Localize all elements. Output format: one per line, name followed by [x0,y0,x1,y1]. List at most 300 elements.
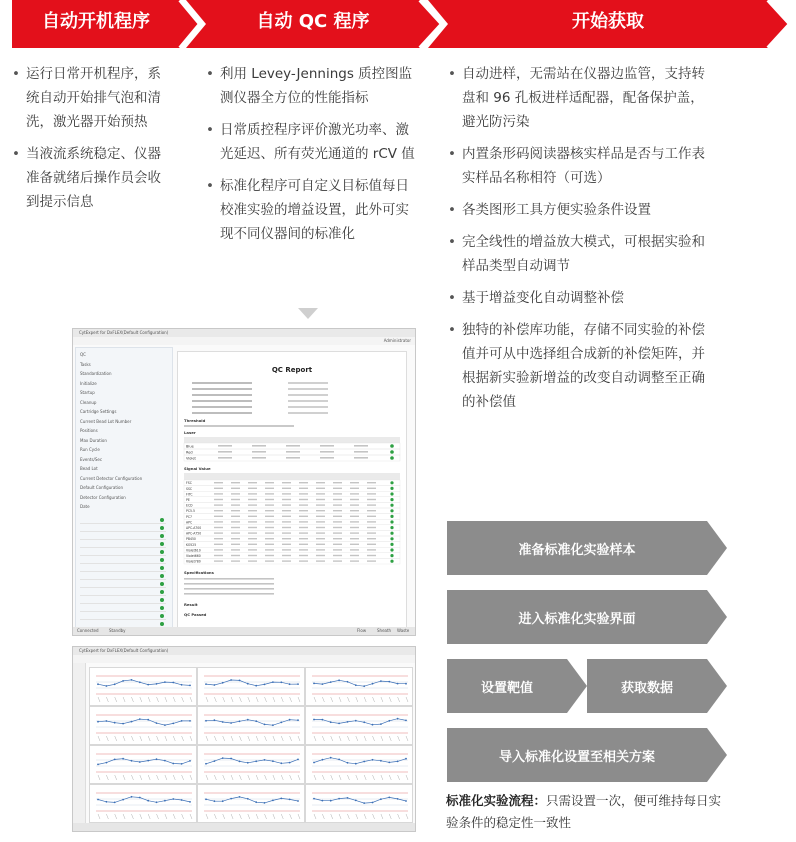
table-cell-value [231,560,240,561]
left-panel-label: Default Configuration [80,485,124,490]
report-tables [178,352,406,627]
lj-series-line [98,680,190,686]
lj-tick [131,736,133,741]
pass-check-icon [390,520,393,523]
lj-series-line [314,680,406,686]
levey-jennings-screenshot [72,646,416,832]
lj-tick [165,736,167,741]
lj-point [222,721,224,723]
lj-point [97,683,99,685]
table-cell-value [282,521,291,522]
lj-point [106,720,108,722]
lj-tick [298,697,300,702]
lj-point [189,720,191,722]
lj-series-line [206,720,298,726]
lj-point [97,799,99,801]
table-cell-value [286,451,300,453]
lj-point [214,760,216,762]
table-cell: PC7 [186,514,192,519]
report-info-line [184,578,274,580]
lj-point [222,800,224,802]
table-cell-value [248,499,257,500]
table-cell-value [248,544,257,545]
table-cell-value [248,488,257,489]
lj-tick [248,775,250,780]
list-item: • 自动进样，无需站在仪器边监管，支持转盘和 96 孔板进样适配器，配备保护盖，避光防污染 [448,62,712,134]
lj-point [139,761,141,763]
lj-point [122,723,124,725]
lj-chart [90,785,196,822]
lj-tick [398,697,400,702]
lj-tick [173,814,175,819]
pass-check-icon [390,537,393,540]
table-cell: Violet [186,456,196,461]
lj-tick [314,775,316,780]
lj-tick [98,736,100,741]
table-cell-value [350,549,359,550]
lj-point [397,683,399,685]
table-cell-value [350,527,359,528]
table-cell-value [299,510,308,511]
process-list-row[interactable] [80,606,166,612]
lj-point [322,683,324,685]
lj-point [363,761,365,763]
lj-tick [381,697,383,702]
table-cell: Violet780 [186,559,201,564]
pass-check-icon [390,509,393,512]
lj-tick [356,814,358,819]
table-cell: APC [186,520,193,525]
table-cell-value [354,451,368,453]
status-item: Flow [357,628,367,633]
pass-check-icon [160,590,164,594]
list-item: • 日常质控程序评价激光功率、激光延迟、所有荧光通道的 rCV 值 [206,118,418,166]
lj-tick [298,775,300,780]
table-cell-value [231,532,240,533]
lj-tick [256,814,258,819]
table-cell-value [282,544,291,545]
table-cell-value [248,510,257,511]
list-item: • 内置条形码阅读器核实样品是否与工作表实样品名称相符（可选） [448,142,712,190]
lj-point [289,799,291,801]
lj-tick [256,736,258,741]
lj-point [330,800,332,802]
lj-point [380,798,382,800]
table-cell-value [252,457,266,459]
table-cell-value [282,527,291,528]
lj-tick [298,814,300,819]
lj-point [114,683,116,685]
report-info-line [288,406,328,408]
list-item: • 标准化程序可自定义目标值每日校准实验的增益设置，此外可实现不同仪器间的标准化 [206,174,418,246]
lj-tick [331,697,333,702]
table-cell-value [316,538,325,539]
lj-tick [190,814,192,819]
table-cell-value [333,510,342,511]
lj-point [280,722,282,724]
lj-tick [281,697,283,702]
pass-check-icon [160,622,164,626]
lj-point [164,760,166,762]
lj-series-line [98,759,190,765]
lj-series-line [206,758,298,764]
lj-tick [182,697,184,702]
lj-tick [290,736,292,741]
process-list-row[interactable] [80,614,166,620]
lj-point [280,798,282,800]
table-cell-value [282,516,291,517]
lj-point [156,758,158,760]
pass-check-icon [390,560,393,563]
lj-point [330,721,332,723]
lj-tick [106,775,108,780]
lj-point [147,760,149,762]
lj-tick [173,775,175,780]
lj-point [313,798,315,800]
lj-point [214,800,216,802]
table-cell-value [214,521,223,522]
report-info-line [184,425,294,427]
list-item: • 利用 Levey-Jennings 质控图监测仪器全方位的性能指标 [206,62,418,110]
section-heading: Specifications [184,570,214,575]
report-info-line [192,406,252,408]
lj-point [388,797,390,799]
pass-check-icon [390,498,393,501]
lj-point [247,762,249,764]
pass-check-icon [160,534,164,538]
table-cell-value [350,516,359,517]
pass-check-icon [160,550,164,554]
pass-check-icon [390,444,394,448]
process-list-row[interactable] [80,558,166,564]
table-cell-value [248,527,257,528]
lj-chart-cell [305,745,413,784]
section-heading: Signal Value [184,466,211,471]
lj-point [189,760,191,762]
table-cell: KO525 [186,542,197,547]
table-cell-value [214,538,223,539]
flow-down-arrow-icon [707,590,727,644]
process-list-row[interactable] [80,518,166,524]
section-heading: QC Passed [184,612,207,617]
table-cell-value [350,499,359,500]
pass-check-icon [160,606,164,610]
table-cell-value [316,544,325,545]
lj-tick [290,814,292,819]
table-cell-value [214,499,223,500]
list-item: • 基于增益变化自动调整补偿 [448,286,712,310]
lj-tick [381,736,383,741]
report-info-line [184,583,274,585]
table-cell-value [282,504,291,505]
lj-point [164,800,166,802]
left-panel-label: Current Bead Lot Number [80,418,132,424]
table-cell-value [265,499,274,500]
table-cell-value [333,521,342,522]
table-cell-value [299,482,308,483]
lj-tick [331,814,333,819]
process-list-row[interactable] [80,598,166,604]
lj-tick [248,736,250,741]
lj-point [355,800,357,802]
lj-point [397,761,399,763]
lj-tick [148,697,150,702]
report-info-line [184,593,274,595]
lj-tick [223,697,225,702]
lj-point [313,762,315,764]
table-cell-value [214,488,223,489]
table-cell-value [265,510,274,511]
table-cell-value [218,457,232,459]
window-title: CytExpert for DxFLEX(Default Configuration) [79,330,169,335]
lj-tick [356,775,358,780]
table-cell-value [333,527,342,528]
list-item: • 当液流系统稳定、仪器准备就绪后操作员会收到提示信息 [12,142,170,214]
table-cell-value [282,499,291,500]
table-cell-value [299,493,308,494]
lj-chart [306,746,412,783]
lj-chart [198,707,304,744]
table-cell-value [299,555,308,556]
table-cell-value [350,532,359,533]
table-cell-value [316,549,325,550]
lj-tick [389,814,391,819]
lj-point [172,682,174,684]
table-cell-value [299,504,308,505]
table-cell-value [231,499,240,500]
qc-report-screenshot [72,328,416,636]
lj-point [280,681,282,683]
table-cell-value [333,499,342,500]
lj-point [355,684,357,686]
lj-tick [206,697,208,702]
process-list-row[interactable] [80,542,166,548]
lj-point [122,799,124,801]
lj-point [405,720,407,722]
table-cell-value [282,555,291,556]
lj-point [255,720,257,722]
lj-point [114,802,116,804]
list-item: • 运行日常开机程序，系统自动开始排气泡和清洗，激光器开始预热 [12,62,170,134]
lj-point [397,798,399,800]
lj-point [297,759,299,761]
table-cell-value [299,521,308,522]
menu-bar [73,655,415,663]
qc-report-page [177,351,407,628]
lj-tick [173,697,175,702]
table-cell-value [299,488,308,489]
lj-tick [239,814,241,819]
list-item: • 独特的补偿库功能，存储不同实验的补偿值并可从中选择组合成新的补偿矩阵，并根据新实验新增益的改变自动调整至正确的补偿值 [448,318,712,414]
table-cell-value [367,527,376,528]
table-cell-value [354,445,368,447]
pass-check-icon [160,566,164,570]
table-cell-value [231,544,240,545]
lj-tick [398,775,400,780]
lj-point [147,684,149,686]
window-title: CytExpert for DxFLEX(Default Configuration) [79,648,169,653]
lj-point [189,801,191,803]
table-cell-value [282,510,291,511]
table-cell-value [265,532,274,533]
lj-tick [239,697,241,702]
lj-point [297,800,299,802]
lj-point [222,757,224,759]
process-list-row[interactable] [80,574,166,580]
process-list-row[interactable] [80,566,166,572]
lj-point [230,798,232,800]
lj-point [205,720,207,722]
table-cell-value [282,532,291,533]
lj-point [388,762,390,764]
lj-tick [265,736,267,741]
lj-point [205,798,207,800]
lj-chart-cell [89,784,197,823]
table-cell-value [316,516,325,517]
lj-point [255,760,257,762]
lj-tick [214,814,216,819]
banner-step-2-label: 自动 QC 程序 [256,11,370,32]
lj-tick [322,775,324,780]
lj-tick [131,814,133,819]
lj-point [214,719,216,721]
table-cell-value [333,544,342,545]
pass-check-icon [390,548,393,551]
lj-chart [198,746,304,783]
left-panel-label: Cartridge Settings [80,409,117,414]
lj-point [181,799,183,801]
lj-tick [148,736,150,741]
lj-tick [406,697,408,702]
pass-check-icon [160,558,164,562]
table-cell-value [316,555,325,556]
lj-tick [98,814,100,819]
lj-tick [347,814,349,819]
lj-point [347,762,349,764]
lj-chart-cell [305,706,413,745]
lj-chart-cell [197,706,305,745]
lj-tick [214,736,216,741]
lj-tick [273,697,275,702]
table-cell-value [282,560,291,561]
banner-step-3-label: 开始获取 [572,11,644,32]
pass-check-icon [390,450,394,454]
process-list-row[interactable] [80,526,166,532]
table-cell-value [248,532,257,533]
table-cell-value [282,538,291,539]
table-cell-value [265,521,274,522]
lj-point [114,722,116,724]
lj-point [205,683,207,685]
lj-point [405,758,407,760]
lj-point [189,685,191,687]
lj-point [205,763,207,765]
report-info-line [192,388,252,390]
lj-point [106,685,108,687]
lj-point [172,723,174,725]
list-item: • 完全线性的增益放大模式，可根据实验和样品类型自动调节 [448,230,712,278]
table-cell-value [248,482,257,483]
pass-check-icon [390,492,393,495]
lj-chart [198,668,304,705]
lj-tick [356,697,358,702]
menu-bar [73,337,415,345]
lj-point [131,796,133,798]
lj-tick [331,775,333,780]
table-cell-value [265,549,274,550]
table-cell-value [316,532,325,533]
lj-tick [398,814,400,819]
report-info-line [288,400,328,402]
lj-tick [248,697,250,702]
status-item: Sheath [377,628,392,633]
lj-point [230,679,232,681]
lj-tick [265,775,267,780]
table-cell-value [354,457,368,459]
process-list-row[interactable] [80,590,166,596]
table-cell-value [320,457,334,459]
table-cell-value [248,493,257,494]
lj-tick [373,775,375,780]
table-cell-value [299,560,308,561]
table-cell-value [282,482,291,483]
lj-chart [90,707,196,744]
table-cell-value [350,544,359,545]
table-cell-value [231,516,240,517]
process-list-row[interactable] [80,550,166,556]
table-cell-value [350,538,359,539]
lj-point [214,684,216,686]
lj-tick [314,736,316,741]
lj-point [239,761,241,763]
left-panel-label: QC [80,352,86,357]
table-cell: SSC [186,486,193,491]
lj-tick [231,814,233,819]
table-cell-value [214,504,223,505]
lj-point [255,685,257,687]
lj-series-line [98,797,190,803]
lj-tick [298,736,300,741]
lj-point [338,723,340,725]
report-info-line [288,394,328,396]
left-panel-label: Current Detector Configuration [80,475,143,481]
left-panel-label: Standardization [80,371,112,376]
lj-tick [190,736,192,741]
table-cell: APC-A700 [186,526,202,530]
table-cell: FITC [186,492,193,497]
process-list-row[interactable] [80,534,166,540]
lj-point [289,719,291,721]
lj-tick [398,736,400,741]
lj-tick [281,775,283,780]
lj-point [230,722,232,724]
lj-point [347,681,349,683]
lj-point [380,760,382,762]
lj-point [222,682,224,684]
section-heading: Result [184,602,198,607]
lj-tick [123,697,125,702]
table-cell-value [316,488,325,489]
table-cell-value [350,488,359,489]
lj-point [239,720,241,722]
lj-point [372,724,374,726]
lj-tick [322,814,324,819]
report-title: QC Report [271,366,313,374]
process-list-row[interactable] [80,582,166,588]
lj-point [347,797,349,799]
lj-tick [223,775,225,780]
lj-tick [331,736,333,741]
